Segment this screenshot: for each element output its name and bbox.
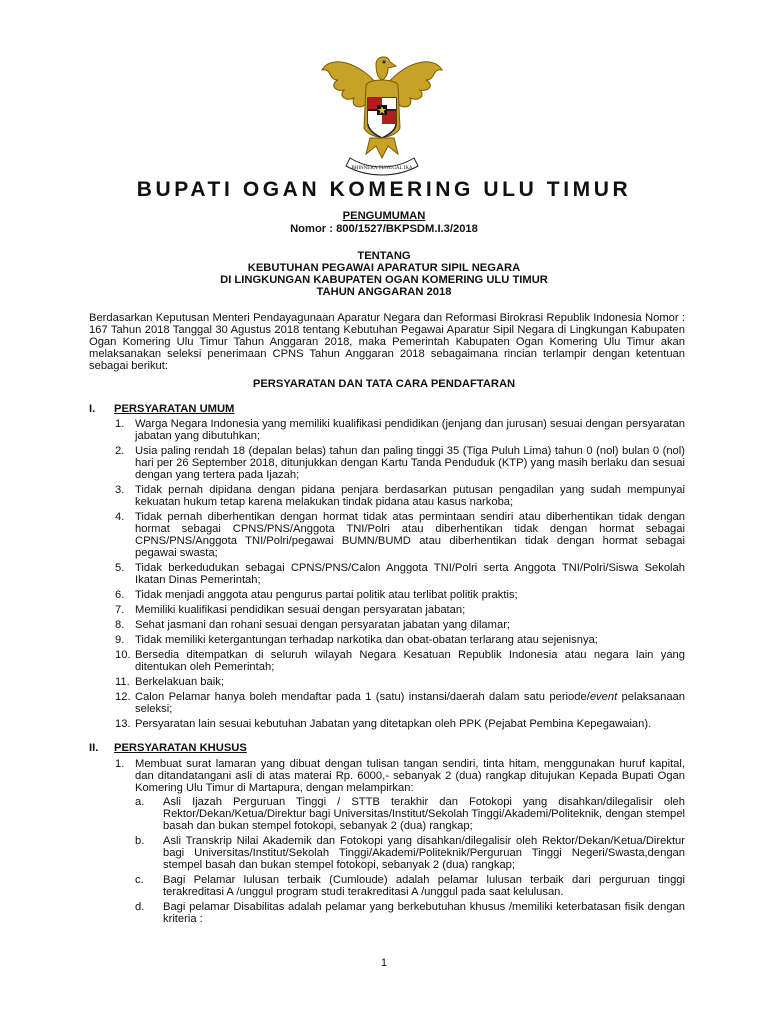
sub-list-item — [135, 796, 685, 832]
list-item — [115, 589, 685, 601]
sub-list-item — [135, 901, 685, 925]
list-item — [115, 484, 685, 508]
list-item — [115, 649, 685, 673]
subject-line-2: DI LINGKUNGAN KABUPATEN OGAN KOMERING ULU TIMUR — [220, 274, 548, 286]
list-item — [115, 634, 685, 646]
list-item — [115, 619, 685, 631]
section-numeral: I. — [89, 403, 96, 415]
list-item — [115, 445, 685, 481]
item-number: 6. — [115, 589, 125, 601]
item-number: 7. — [115, 604, 125, 616]
attachment-sublist — [135, 796, 685, 925]
sub-item-text: Asli Ijazah Perguruan Tinggi / STTB terakhir dan Fotokopi yang disahkan/dilegalisir oleh Rektor/Dekan/Ketua/Direktur bagi Universitas/Institut/Sekolah Tinggi/Akademi/Politeknik, dengan stempel basah dan bukan stempel fotokopi, sebanyak 2 (dua) rangkap; — [163, 796, 685, 832]
sub-item-letter: d. — [135, 901, 145, 913]
sub-item-text: Bagi Pelamar lulusan terbaik (Cumloude) adalah pelamar lulusan terbaik dari perguruan tinggi terakreditasi A /unggul program studi terakreditasi A /unggul pada saat kelulusan. — [163, 874, 685, 898]
item-number: 3. — [115, 484, 125, 496]
section-numeral: II. — [89, 742, 99, 754]
item-number: 9. — [115, 634, 125, 646]
sub-list-item — [135, 874, 685, 898]
list-item — [115, 562, 685, 586]
item-text: Membuat surat lamaran yang dibuat dengan tulisan tangan sendiri, tinta hitam, menggunakan huruf kapital, dan ditandatangani asli di atas materai Rp. 6000,- sebanyak 2 (dua) rangkap ditujukan Kepada Bupati Ogan Komering Ulu Timur di Martapura, dengan melampirkan: — [135, 758, 685, 794]
item-number: 12. — [115, 691, 131, 703]
item-text: Tidak pernah dipidana dengan pidana penjara berdasarkan putusan pengadilan yang sudah mempunyai kekuatan hukum tetap karena melakukan tindak pidana atau kasus narkoba; — [135, 484, 685, 508]
item-number: 8. — [115, 619, 125, 631]
sub-item-letter: b. — [135, 835, 145, 847]
sub-list-item — [135, 835, 685, 871]
list-item — [115, 718, 685, 730]
item-number: 10. — [115, 649, 131, 661]
section-heading-special — [89, 742, 247, 754]
item-text: Tidak menjadi anggota atau pengurus partai politik atau terlibat politik praktis; — [135, 589, 518, 601]
list-item — [115, 511, 685, 559]
item-text: Sehat jasmani dan rohani sesuai dengan persyaratan jabatan yang dilamar; — [135, 619, 511, 631]
announcement-number: Nomor : 800/1527/BKPSDM.I.3/2018 — [290, 223, 478, 235]
item-text: Tidak pernah diberhentikan dengan hormat tidak atas permintaan sendiri atau diberhentikan tidak dengan hormat sebagai CPNS/PNS/Anggota TNI/Polri atau diberhentikan tidak dengan hormat sebagai CPNS/PNS/Anggota TNI/Polri/pegawai BUMN/BUMD atau diberhentikan tidak dengan hormat sebagai pegawai swasta; — [135, 511, 685, 559]
special-requirements-list — [115, 758, 685, 928]
item-number: 13. — [115, 718, 131, 730]
item-number: 5. — [115, 562, 125, 574]
sub-item-letter: a. — [135, 796, 145, 808]
sub-item-text: Bagi pelamar Disabilitas adalah pelamar yang berkebutuhan khusus /memiliki keterbatasan fisik dengan kriteria : — [163, 901, 685, 925]
general-requirements-list — [115, 418, 685, 733]
item-text: Berkelakuan baik; — [135, 676, 224, 688]
item-text: Tidak memiliki ketergantungan terhadap narkotika dan obat-obatan terlarang atau sejenisnya; — [135, 634, 598, 646]
announcement-label: PENGUMUMAN — [342, 210, 426, 222]
subject-line-1: KEBUTUHAN PEGAWAI APARATUR SIPIL NEGARA — [247, 262, 521, 274]
item-number: 1. — [115, 418, 125, 430]
item-text: Persyaratan lain sesuai kebutuhan Jabatan yang ditetapkan oleh PPK (Pejabat Pembina Kepegawaian). — [135, 718, 652, 730]
item-text: Usia paling rendah 18 (depalan belas) tahun dan paling tinggi 35 (Tiga Puluh Lima) tahun 0 (nol) bulan 0 (nol) hari per 26 September 2018, ditunjukkan dengan Kartu Tanda Penduduk (KTP) yang masih berlaku dan sesuai dengan yang tertera pada Ijazah; — [135, 445, 685, 481]
list-item — [115, 418, 685, 442]
sub-item-letter: c. — [135, 874, 144, 886]
item-text: Warga Negara Indonesia yang memiliki kualifikasi pendidikan (jenjang dan jurusan) sesuai dengan persyaratan jabatan yang dibutuhkan; — [135, 418, 685, 442]
page-title: BUPATI OGAN KOMERING ULU TIMUR — [136, 178, 632, 201]
sub-item-text: Asli Transkrip Nilai Akademik dan Fotokopi yang disahkan/dilegalisir oleh Rektor/Dekan/Ketua/Direktur bagi Universitas/Institut/Sekolah Tinggi/Akademi/Politeknik/Perguruan Tinggi Negeri/Swasta,dengan stempel basah dan bukan stempel fotokopi, sebanyak 2 (dua) rangkap; — [163, 835, 685, 871]
subject-line-3: TAHUN ANGGARAN 2018 — [316, 286, 452, 298]
item-number: 11. — [115, 676, 130, 688]
item-number: 4. — [115, 511, 125, 523]
page-number: 1 — [380, 957, 388, 969]
section-title: PERSYARATAN KHUSUS — [114, 742, 247, 754]
motto-text: BHINNEKA TUNGGAL IKA — [351, 166, 413, 171]
section-title: PERSYARATAN UMUM — [114, 403, 235, 415]
item-text: Tidak berkedudukan sebagai CPNS/PNS/Calon Anggota TNI/Polri serta Anggota TNI/Polri/Siswa Sekolah Ikatan Dinas Pemerintah; — [135, 562, 685, 586]
item-text: Calon Pelamar hanya boleh mendaftar pada 1 (satu) instansi/daerah dalam satu periode/event pelaksanaan seleksi; — [135, 691, 686, 715]
item-number: 2. — [115, 445, 125, 457]
list-item — [115, 676, 685, 688]
list-item — [115, 691, 685, 715]
list-item — [115, 604, 685, 616]
requirements-title: PERSYARATAN DAN TATA CARA PENDAFTARAN — [252, 378, 516, 390]
item-text: Memiliki kualifikasi pendidikan sesuai dengan persyaratan jabatan; — [135, 604, 466, 616]
item-text: Bersedia ditempatkan di seluruh wilayah Negara Kesatuan Republik Indonesia atau negara lain yang ditentukan oleh Pemerintah; — [135, 649, 685, 673]
garuda-emblem-icon — [320, 50, 444, 180]
list-item — [115, 758, 685, 925]
intro-paragraph: Berdasarkan Keputusan Menteri Pendayagunaan Aparatur Negara dan Reformasi Birokrasi Republik Indonesia Nomor : 167 Tahun 2018 Tanggal 30 Agustus 2018 tentang Kebutuhan Pegawai Aparatur Sipil Negara di Lingkungan Kabupaten Ogan Komering Ulu Timur Tahun Anggaran 2018, maka Pemerintah Kabupaten Ogan Komering Ulu Timur akan melaksanakan seleksi penerimaan CPNS Tahun Anggaran 2018 sebagaimana rincian terlampir dengan ketentuan sebagai berikut: — [89, 312, 685, 372]
section-heading-general — [89, 403, 234, 415]
about-label: TENTANG — [357, 250, 411, 262]
item-number: 1. — [115, 758, 125, 770]
